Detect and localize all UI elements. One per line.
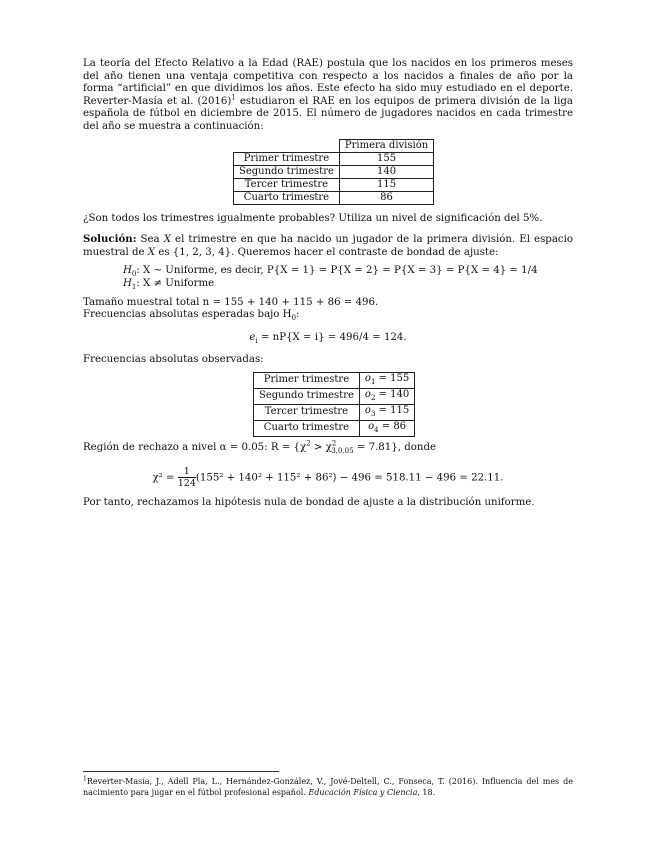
quarter-table: [233, 139, 434, 205]
table-row: Tercer trimestre 115: [234, 178, 434, 191]
rejection-region: Región de rechazo a nivel α = 0.05: $R = \{\chi^2 > \chi^2_{3,0.05} = 7.81\}$, donde: [83, 439, 436, 455]
table-row: Cuarto trimestre $o_4 = 86$: [254, 420, 415, 436]
table-row: Segundo trimestre $o_2 = 140$: [254, 388, 415, 404]
intro-paragraph: La teoría del Efecto Relativo a la Edad (RAE) postula que los nacidos en los primeros meses del año tienen una ventaja competitiva con respecto a los nacidos a finales de año por la forma “artificial” en que dividimos los años. Este efecto ha sido muy estudiado en el deporte. Reverter-Masía et al. $(2016)^1$ estudiaron el RAE en los equipos de primera división de la liga española de fútbol en diciembre de 2015. El número de jugadores nacidos en cada trimestre del año se muestra a continuación:: [83, 58, 573, 132]
conclusion: Por tanto, rechazamos la hipótesis nula de bondad de ajuste a la distribución uniforme.: [83, 496, 535, 508]
table-row: Segundo trimestre 140: [234, 165, 434, 178]
table-row: Tercer trimestre $o_3 = 115$: [254, 404, 415, 420]
table-row: Primer trimestre 155: [234, 152, 434, 165]
question-text: ¿Son todos los trimestres igualmente probables? Utiliza un nivel de significación del 5%.: [83, 212, 543, 224]
solution-paragraph: Solución: Sea X el trimestre en que ha nacido un jugador de la primera división. El espacio muestral de X es {1, 2, 3, 4}. Queremos hacer el contraste de bondad de ajuste:: [83, 233, 573, 258]
chi-square-equation: χ² = $\frac{1}{124}$ (155² + 140² + 115² + 86²) − 496 = 518.11 − 496 = 22.11.: [152, 465, 504, 489]
footnote: $^1$Reverter-Masía, J., Adell Pla, L., Hernández-González, V., Jové-Deltell, C., Fonseca, T. (2016). Influencia del mes de nacimiento para jugar en el fútbol profesional español. Educación Física y Ciencia, 18.: [83, 775, 573, 797]
expected-label: Frecuencias absolutas esperadas bajo $H_0$:: [83, 309, 300, 323]
alternative-hypothesis: $H_1$: X ≠ Uniforme: [123, 277, 215, 291]
table-row: Cuarto trimestre 86: [234, 191, 434, 204]
table-row: Primer trimestre $o_1 = 155$: [254, 372, 415, 388]
footnote-rule: [83, 771, 279, 772]
hypotheses: [123, 265, 573, 290]
expected-equation: $e_i = nP\{X = i\} = 496/4 = 124$.: [249, 331, 407, 345]
null-hypothesis: $H_0$: X ∼ Uniforme, es decir, P{X = 1} = P{X = 2} = P{X = 3} = P{X = 4} = 1/4: [123, 265, 538, 279]
footnote-mark: 1: [231, 93, 236, 102]
document-body: [83, 58, 573, 509]
fraction: $\frac{1}{124}$: [177, 465, 196, 489]
sample-size: Tamaño muestral total n = 155 + 140 + 115 + 86 = 496.: [83, 296, 379, 308]
table-header-row: [234, 139, 434, 152]
observed-table: [253, 372, 415, 437]
column-header: Primera división: [339, 139, 433, 152]
observed-label: Frecuencias absolutas observadas:: [83, 354, 264, 366]
solution-label: Solución:: [83, 233, 137, 246]
